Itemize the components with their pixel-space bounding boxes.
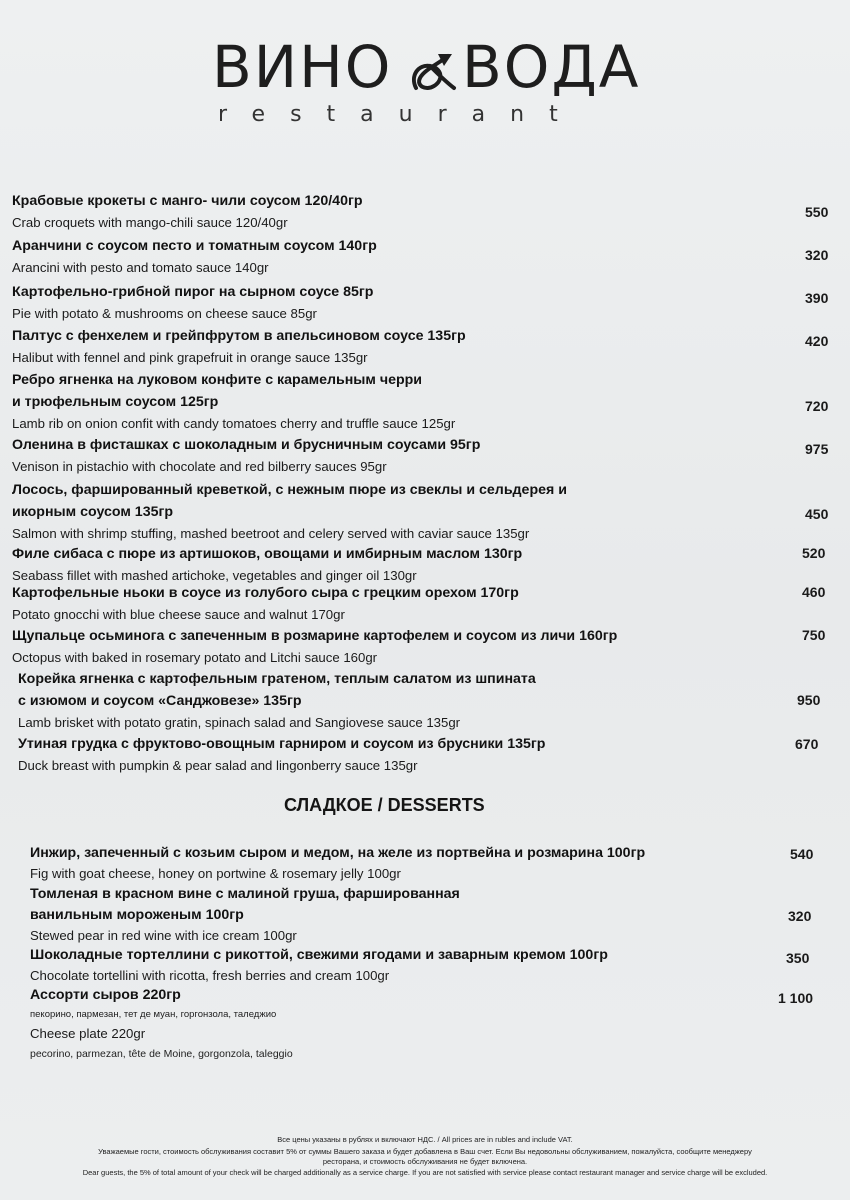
dessert-name-en: Stewed pear in red wine with ice cream 100gr [30, 928, 297, 943]
menu-item [12, 369, 832, 434]
dish-price: 550 [805, 204, 829, 220]
logo-word-left: ВИНО [212, 33, 393, 101]
dessert-item [30, 945, 810, 986]
dessert-item [30, 843, 810, 884]
dish-name-en: Salmon with shrimp stuffing, mashed beetroot and celery served with caviar sauce 135gr [12, 526, 530, 541]
dessert-name-en: Cheese plate 220gr [30, 1026, 146, 1041]
menu-item [12, 479, 832, 544]
dish-name-en: Octopus with baked in rosemary potato and Litchi sauce 160gr [12, 650, 378, 665]
dish-name-ru: Картофельные ньоки в соусе из голубого сыра с грецким орехом 170гр [12, 585, 519, 601]
dish-price: 975 [805, 441, 829, 457]
footer-line: Dear guests, the 5% of total amount of your check will be charged additionally as a service charge. If you are not satisfied with service please contact restaurant manager and service charge will be excluded. [82, 1168, 768, 1177]
dish-name-ru: Щупальце осьминога с запеченным в розмарине картофелем и соусом из личи 160гр [12, 628, 618, 644]
dessert-note-ru: пекорино, пармезан, тет де муан, горгонзола, таледжио [30, 1009, 277, 1020]
menu-item [12, 625, 832, 668]
dessert-item [30, 884, 810, 946]
dish-name-ru: Картофельно-грибной пирог на сырном соусе 85гр [12, 284, 374, 300]
dish-price: 720 [805, 398, 829, 414]
dessert-price: 1 100 [778, 990, 814, 1006]
dish-name-ru: Оленина в фисташках с шоколадным и брусничным соусами 95гр [12, 437, 481, 453]
dish-name-ru: Филе сибаса с пюре из артишоков, овощами и имбирным маслом 130гр [12, 546, 523, 562]
restaurant-logo [212, 24, 672, 127]
menu-item [12, 434, 832, 477]
dish-name-ru: Крабовые крокеты с манго- чили соусом 120/40гр [12, 193, 363, 209]
dish-name-en: Duck breast with pumpkin & pear salad and lingonberry sauce 135gr [18, 758, 418, 773]
dessert-price: 540 [790, 846, 814, 862]
dish-price: 460 [802, 584, 826, 600]
dish-name-ru: Ребро ягненка на луковом конфите с карамельным черри [12, 372, 423, 388]
dish-name-en: Arancini with pesto and tomato sauce 140gr [12, 260, 269, 275]
dish-price: 390 [805, 290, 829, 306]
desserts-heading: СЛАДКОЕ / DESSERTS [284, 795, 485, 815]
dish-name-ru: и трюфельным соусом 125гр [12, 394, 219, 410]
footer-line: ресторана, и стоимость обслуживания не будет включена. [322, 1157, 528, 1166]
menu-item [18, 668, 838, 733]
logo-subtitle: restaurant [218, 102, 583, 127]
dish-name-en: Seabass fillet with mashed artichoke, vegetables and ginger oil 130gr [12, 568, 417, 583]
dish-price: 750 [802, 627, 826, 643]
dish-name-en: Lamb brisket with potato gratin, spinach salad and Sangiovese sauce 135gr [18, 715, 461, 730]
menu-item [12, 235, 832, 278]
footer-line: Все цены указаны в рублях и включают НДС. / All prices are in rubles and include VAT. [277, 1135, 573, 1144]
dessert-note-en: pecorino, parmezan, tête de Moine, gorgonzola, taleggio [30, 1048, 293, 1060]
dessert-name-ru: Шоколадные тортеллини с рикоттой, свежими ягодами и заварным кремом 100гр [30, 947, 608, 963]
dessert-price: 320 [788, 908, 812, 924]
dish-name-ru: Лосось, фаршированный креветкой, с нежным пюре из свеклы и сельдерея и [12, 482, 567, 498]
menu-item [18, 733, 838, 776]
logo-word-right: ВОДА [462, 33, 641, 101]
dish-name-ru: Аранчини с соусом песто и томатным соусом 140гр [12, 238, 377, 254]
footer-line: Уважаемые гости, стоимость обслуживания составит 5% от суммы Вашего заказа и будет добавлена в Ваш счет. Если Вы недовольны обслуживанием, пожалуйста, сообщите менеджеру [98, 1147, 752, 1156]
dessert-name-ru: Томленая в красном вине с малиной груша, фаршированная [30, 886, 460, 902]
dish-name-en: Crab croquets with mango-chili sauce 120/40gr [12, 215, 288, 230]
dessert-name-ru: ванильным мороженым 100гр [30, 907, 244, 923]
menu-item [12, 325, 832, 368]
dish-price: 320 [805, 247, 829, 263]
dessert-price: 350 [786, 950, 810, 966]
dish-name-en: Halibut with fennel and pink grapefruit in orange sauce 135gr [12, 350, 368, 365]
ampersand-logo-icon [408, 46, 460, 96]
menu-item [12, 281, 832, 324]
menu-item [12, 543, 832, 586]
dish-name-ru: Корейка ягненка с картофельным гратеном, теплым салатом из шпината [18, 671, 536, 687]
dish-name-en: Pie with potato & mushrooms on cheese sauce 85gr [12, 306, 317, 321]
dish-price: 950 [797, 692, 821, 708]
dessert-name-en: Fig with goat cheese, honey on portwine & rosemary jelly 100gr [30, 866, 401, 881]
dessert-name-ru: Инжир, запеченный с козьим сыром и медом, на желе из портвейна и розмарина 100гр [30, 845, 646, 861]
dessert-name-en: Chocolate tortellini with ricotta, fresh berries and cream 100gr [30, 968, 390, 983]
dish-price: 450 [805, 506, 829, 522]
dish-price: 520 [802, 545, 826, 561]
dish-name-en: Lamb rib on onion confit with candy tomatoes cherry and truffle sauce 125gr [12, 416, 456, 431]
menu-item [12, 582, 832, 625]
dish-price: 420 [805, 333, 829, 349]
menu-item [12, 190, 832, 233]
dessert-name-ru: Ассорти сыров 220гр [30, 987, 181, 1003]
dish-name-ru: Палтус с фенхелем и грейпфрутом в апельсиновом соусе 135гр [12, 328, 466, 344]
dessert-item [30, 985, 810, 1064]
dish-name-ru: Утиная грудка с фруктово-овощным гарниром и соусом из брусники 135гр [18, 736, 546, 752]
dish-name-en: Venison in pistachio with chocolate and red bilberry sauces 95gr [12, 459, 387, 474]
dish-price: 670 [795, 736, 819, 752]
dish-name-en: Potato gnocchi with blue cheese sauce and walnut 170gr [12, 607, 345, 622]
dish-name-ru: икорным соусом 135гр [12, 504, 174, 520]
dish-name-ru: с изюмом и соусом «Санджовезе» 135гр [18, 693, 302, 709]
